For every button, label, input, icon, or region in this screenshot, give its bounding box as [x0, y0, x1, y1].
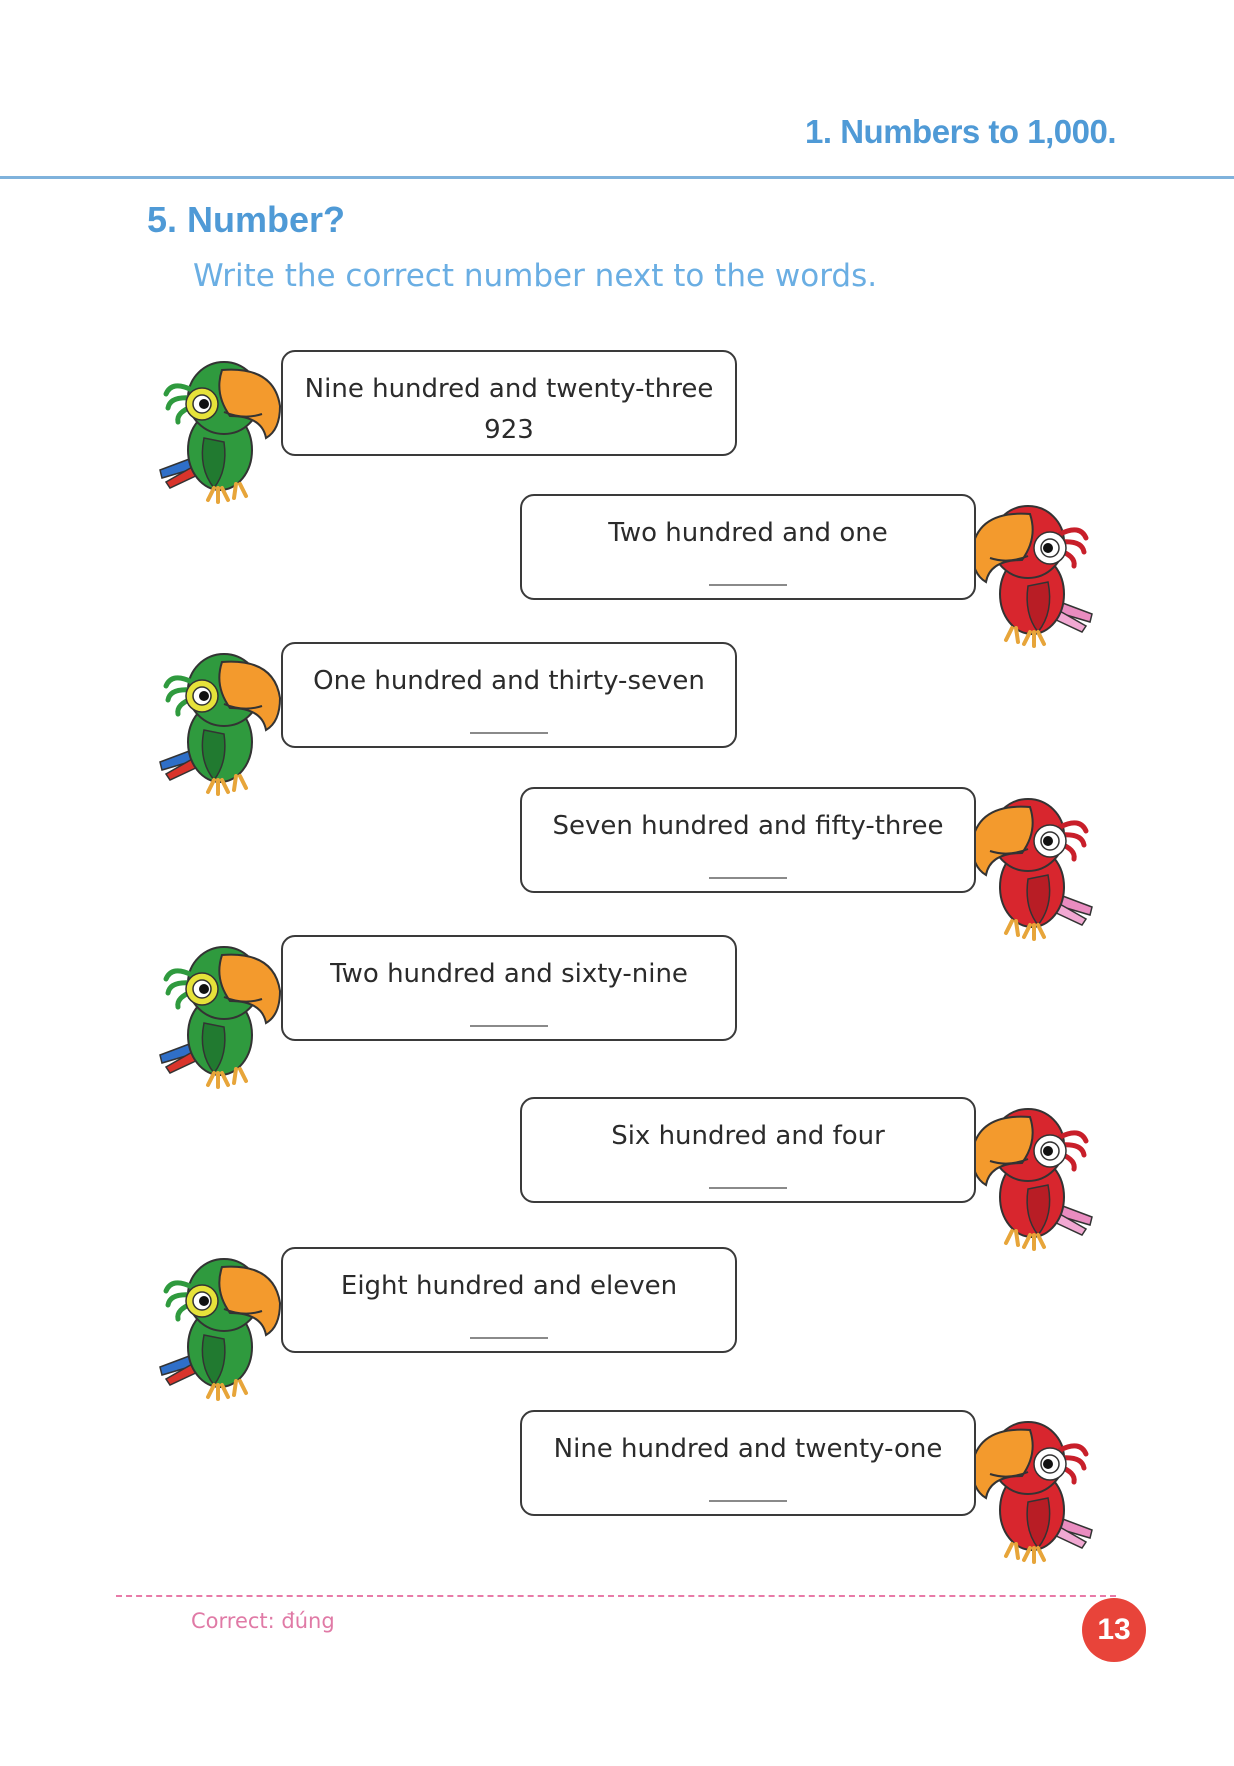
answer-blank[interactable] [709, 1500, 787, 1502]
green-parrot-icon [152, 350, 302, 510]
answer-box[interactable] [281, 1247, 737, 1353]
answer-box[interactable] [520, 1410, 976, 1516]
answer-blank[interactable] [709, 1187, 787, 1189]
exercise-item [0, 787, 1234, 947]
answer-blank[interactable] [470, 1025, 548, 1027]
answer-blank[interactable] [470, 732, 548, 734]
answer-box[interactable] [281, 350, 737, 456]
chapter-title: 1. Numbers to 1,000. [805, 113, 1116, 150]
answer-blank[interactable] [709, 877, 787, 879]
exercise-item [0, 1247, 1234, 1407]
green-parrot-icon [152, 642, 302, 802]
answer-box[interactable] [281, 642, 737, 748]
exercise-item [0, 642, 1234, 802]
number-words: One hundred and thirty-seven [313, 666, 705, 696]
number-words: Six hundred and four [611, 1121, 885, 1151]
green-parrot-icon [152, 935, 302, 1095]
exercise-item [0, 935, 1234, 1095]
green-parrot-icon [152, 1247, 302, 1407]
page-number-badge: 13 [1082, 1598, 1146, 1662]
exercise-item [0, 494, 1234, 654]
answer-box[interactable] [281, 935, 737, 1041]
footer-note: Correct: đúng [191, 1609, 335, 1633]
header-divider [0, 176, 1234, 179]
number-words: Nine hundred and twenty-one [553, 1434, 943, 1464]
answer-box[interactable] [520, 494, 976, 600]
answer-box[interactable] [520, 787, 976, 893]
exercise-item [0, 1097, 1234, 1257]
answer-blank[interactable] [470, 1337, 548, 1339]
exercise-item [0, 350, 1234, 510]
footer-divider [116, 1595, 1116, 1597]
number-words: Eight hundred and eleven [340, 1271, 678, 1301]
answer-blank[interactable] [709, 584, 787, 586]
answer-box[interactable] [520, 1097, 976, 1203]
number-words: Seven hundred and fifty-three [552, 811, 944, 841]
exercise-title: 5. Number? [147, 199, 346, 240]
number-words: Nine hundred and twenty-three [304, 374, 714, 404]
number-words: Two hundred and one [608, 518, 888, 548]
answer-value: 923 [484, 415, 534, 445]
exercise-instruction: Write the correct number next to the words. [193, 258, 878, 294]
number-words: Two hundred and sixty-nine [330, 959, 688, 989]
exercise-item [0, 1410, 1234, 1570]
